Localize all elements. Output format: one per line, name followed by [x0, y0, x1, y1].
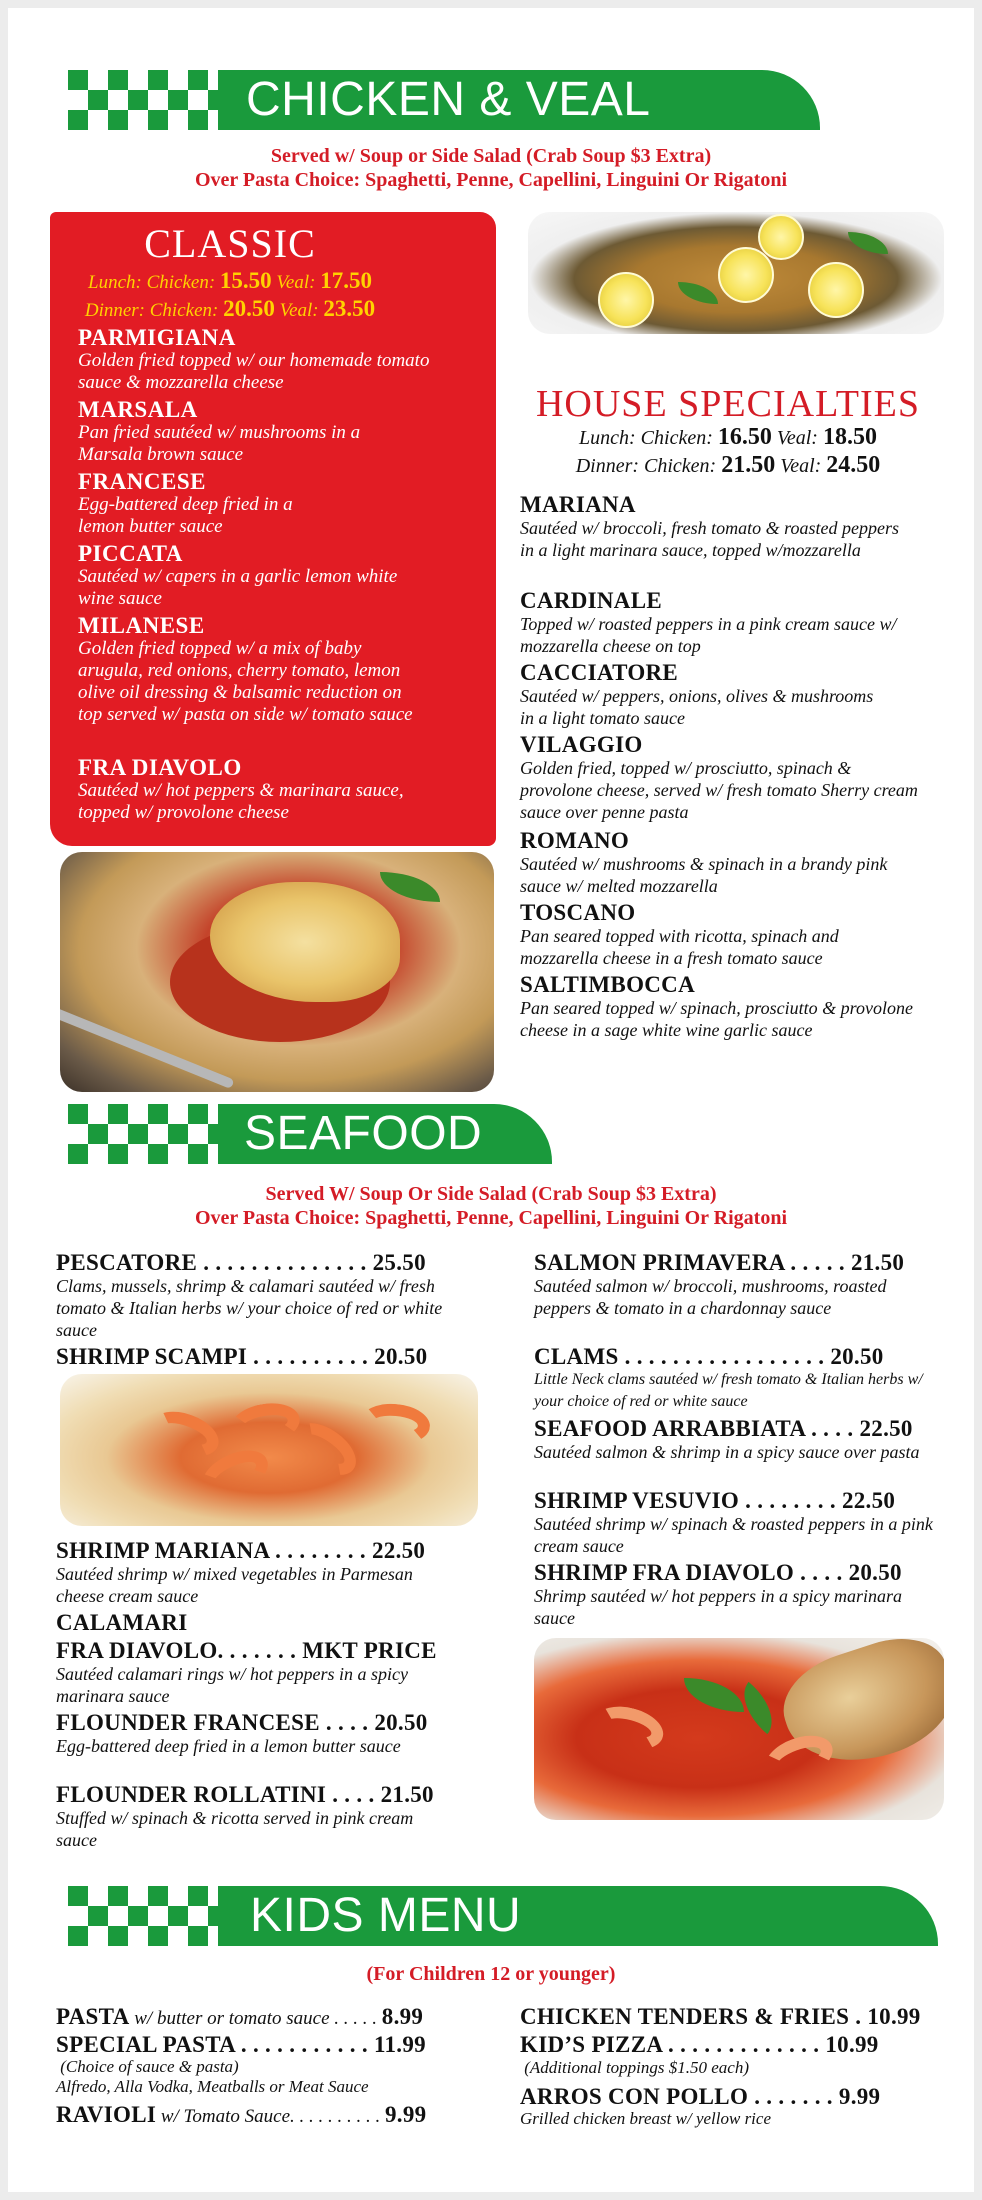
item-name: CACCIATORE — [520, 660, 679, 685]
menu-item — [56, 1250, 476, 1341]
item-name: MILANESE — [78, 613, 205, 638]
menu-item — [520, 2004, 960, 2029]
pasta-choice-note: Over Pasta Choice: Spaghetti, Penne, Capellini, Linguini Or Rigatoni — [194, 1207, 788, 1229]
item-price: 22.50 — [859, 1416, 913, 1441]
menu-item — [534, 1250, 954, 1319]
pasta-choice-note: Over Pasta Choice: Spaghetti, Penne, Capellini, Linguini Or Rigatoni — [194, 169, 788, 191]
item-name: PESCATORE . . . . . . . . . . . . . . 25.50 — [56, 1250, 426, 1275]
shrimp-scampi-photo — [60, 1374, 478, 1526]
item-price: 20.50 — [848, 1560, 902, 1585]
item-description: Sautéed w/ peppers, onions, olives & mushrooms in a light tomato sauce — [520, 686, 874, 728]
item-description: Egg-battered deep fried in a lemon butter sauce — [56, 1736, 401, 1756]
menu-item — [56, 1538, 476, 1607]
item-name: SPECIAL PASTA . . . . . . . . . . . 11.99 — [56, 2032, 426, 2057]
item-name: SHRIMP FRA DIAVOLO . . . . 20.50 — [534, 1560, 902, 1585]
menu-item — [520, 492, 920, 561]
item-name: FLOUNDER ROLLATINI . . . . 21.50 — [56, 1782, 434, 1807]
kids-age-note: (For Children 12 or younger) — [366, 1963, 616, 1985]
classic-box — [50, 212, 496, 846]
item-name: PASTA w/ butter or tomato sauce . . . . . 8.99 — [56, 2004, 424, 2029]
item-description: Sautéed w/ broccoli, fresh tomato & roasted peppers in a light marinara sauce, topped w/mozzarella — [520, 518, 899, 560]
item-description: Sautéed salmon & shrimp in a spicy sauce over pasta — [534, 1442, 920, 1462]
item-name: PICCATA — [78, 541, 183, 566]
item-name: FLOUNDER FRANCESE . . . . 20.50 — [56, 1710, 428, 1735]
serving-note: Served W/ Soup Or Side Salad (Crab Soup $3 Extra) — [265, 1183, 717, 1205]
item-name: CARDINALE — [520, 588, 662, 613]
menu-item — [534, 1416, 954, 1463]
menu-item — [78, 398, 478, 466]
menu-item — [56, 1638, 476, 1707]
menu-item — [520, 2084, 960, 2129]
menu-item — [534, 1344, 954, 1413]
item-description-sauces: Alfredo, Alla Vodka, Meatballs or Meat Sauce — [56, 2077, 369, 2096]
house-lunch-prices: Lunch: Chicken: 16.50 Veal: 18.50 — [579, 424, 877, 450]
item-price: 21.50 — [850, 1250, 905, 1275]
classic-title: CLASSIC — [144, 221, 316, 266]
item-description: Pan fried sautéed w/ mushrooms in a Marsala brown sauce — [78, 422, 361, 465]
menu-item — [56, 1610, 476, 1635]
item-description: Golden fried topped w/ our homemade tomato sauce & mozzarella cheese — [78, 350, 430, 393]
menu-item — [56, 2004, 496, 2031]
menu-item — [534, 1560, 954, 1629]
item-name: SALMON PRIMAVERA . . . . . 21.50 — [534, 1250, 905, 1275]
item-price: 10.99 — [825, 2032, 879, 2057]
item-description: Golden fried, topped w/ prosciutto, spinach & provolone cheese, served w/ fresh tomato Sherry cream sauce over penne pasta — [520, 758, 918, 822]
item-price: 21.50 — [380, 1782, 434, 1807]
item-description: Grilled chicken breast w/ yellow rice — [520, 2109, 771, 2128]
item-name: MARIANA — [520, 492, 636, 517]
item-name: MARSALA — [78, 397, 198, 422]
item-price: 20.50 — [830, 1344, 884, 1369]
classic-dinner-prices: Dinner: Chicken: 20.50 Veal: 23.50 — [84, 296, 376, 321]
item-price: 10.99 — [867, 2004, 921, 2029]
item-name: PARMIGIANA — [78, 325, 236, 350]
menu-item — [520, 828, 920, 897]
item-description: Sautéed w/ mushrooms & spinach in a brandy pink sauce w/ melted mozzarella — [520, 854, 888, 896]
item-price: 8.99 — [381, 2004, 424, 2029]
item-description: Stuffed w/ spinach & ricotta served in pink cream sauce — [56, 1808, 414, 1850]
item-description: Clams, mussels, shrimp & calamari sautéed w/ fresh tomato & Italian herbs w/ your choice of red or white sauce — [56, 1276, 443, 1340]
item-name: CLAMS . . . . . . . . . . . . . . . . . 20.50 — [534, 1344, 884, 1369]
item-description: Pan seared topped with ricotta, spinach and mozzarella cheese in a fresh tomato sauce — [520, 926, 839, 968]
house-dinner-prices: Dinner: Chicken: 21.50 Veal: 24.50 — [575, 452, 881, 478]
item-description: Sautéed w/ capers in a garlic lemon white wine sauce — [78, 566, 398, 609]
item-description: Sautéed salmon w/ broccoli, mushrooms, roasted peppers & tomato in a chardonnay sauce — [534, 1276, 887, 1318]
item-price: 20.50 — [374, 1344, 428, 1369]
menu-item — [520, 660, 920, 729]
chicken-piccata-photo — [528, 212, 944, 334]
menu-item — [520, 2032, 960, 2079]
section-title: KIDS MENU — [250, 1889, 522, 1942]
item-description: Sautéed calamari rings w/ hot peppers in a spicy marinara sauce — [56, 1664, 408, 1706]
menu-item — [56, 2102, 496, 2129]
item-name: KID’S PIZZA . . . . . . . . . . . . . 10.99 — [520, 2032, 879, 2057]
checker-pattern-icon — [68, 70, 218, 130]
item-description: Sautéed w/ hot peppers & marinara sauce, topped w/ provolone cheese — [78, 780, 404, 823]
menu-item — [56, 1344, 476, 1369]
item-description: Shrimp sautéed w/ hot peppers in a spicy marinara sauce — [534, 1586, 902, 1628]
menu-page — [8, 8, 974, 2192]
menu-item — [56, 2032, 496, 2097]
menu-item — [534, 1488, 954, 1557]
item-price: 20.50 — [374, 1710, 428, 1735]
item-description: Sautéed shrimp w/ mixed vegetables in Parmesan cheese cream sauce — [56, 1564, 413, 1606]
item-name: SHRIMP MARIANA . . . . . . . . 22.50 — [56, 1538, 426, 1563]
item-name: VILAGGIO — [520, 732, 643, 757]
item-description: (Choice of sauce & pasta) — [56, 2057, 239, 2076]
item-name: SHRIMP VESUVIO . . . . . . . . 22.50 — [534, 1488, 896, 1513]
seafood-banner — [68, 1104, 552, 1164]
menu-item — [78, 614, 478, 726]
item-description: Golden fried topped w/ a mix of baby arugula, red onions, cherry tomato, lemon olive oil dressing & balsamic reduction on top served w/ pasta on side w/ tomato sauce — [78, 638, 413, 725]
menu-item — [78, 326, 478, 394]
item-price: MKT PRICE — [302, 1638, 437, 1663]
checker-pattern-icon — [68, 1104, 218, 1164]
house-specialties-title: HOUSE SPECIALTIES — [535, 383, 921, 425]
item-description: Sautéed shrimp w/ spinach & roasted peppers in a pink cream sauce — [534, 1514, 933, 1556]
menu-item — [78, 542, 478, 610]
menu-item — [56, 1710, 476, 1757]
checker-pattern-icon — [68, 1886, 218, 1946]
item-price: 25.50 — [372, 1250, 426, 1275]
menu-item — [520, 900, 920, 969]
menu-item — [78, 470, 478, 538]
item-name: ARROS CON POLLO . . . . . . . 9.99 — [520, 2084, 881, 2109]
item-name: SEAFOOD ARRABBIATA . . . . 22.50 — [534, 1416, 913, 1441]
section-title: CHICKEN & VEAL — [246, 73, 651, 126]
chicken-veal-banner — [68, 70, 820, 130]
menu-item — [520, 732, 920, 823]
shrimp-marinara-photo — [534, 1638, 944, 1820]
item-description: Pan seared topped w/ spinach, prosciutto & provolone cheese in a sage white wine garlic sauce — [520, 998, 913, 1040]
menu-item — [520, 588, 920, 657]
item-name: FRANCESE — [78, 469, 206, 494]
menu-item — [78, 756, 478, 824]
kids-menu-banner — [68, 1886, 938, 1946]
item-price: 22.50 — [371, 1538, 426, 1563]
section-title: SEAFOOD — [244, 1107, 483, 1160]
item-description: Little Neck clams sautéed w/ fresh tomato & Italian herbs w/ your choice of red or white sauce — [534, 1371, 923, 1410]
item-name: SALTIMBOCCA — [520, 972, 695, 997]
menu-item — [56, 1782, 476, 1851]
classic-lunch-prices: Lunch: Chicken: 15.50 Veal: 17.50 — [88, 268, 372, 293]
item-name: RAVIOLI w/ Tomato Sauce. . . . . . . . . . 9.99 — [56, 2102, 427, 2127]
item-name: ROMANO — [520, 828, 630, 853]
serving-note: Served w/ Soup or Side Salad (Crab Soup $3 Extra) — [270, 145, 712, 167]
item-name: SHRIMP SCAMPI . . . . . . . . . . 20.50 — [56, 1344, 428, 1369]
item-price: 9.99 — [385, 2102, 427, 2127]
item-name: CALAMARI — [56, 1610, 188, 1635]
item-name: TOSCANO — [520, 900, 636, 925]
item-name: CHICKEN TENDERS & FRIES . 10.99 — [520, 2004, 921, 2029]
chicken-parmigiana-photo — [60, 852, 494, 1092]
menu-item — [520, 972, 920, 1041]
item-price: 22.50 — [841, 1488, 896, 1513]
item-description: Egg-battered deep fried in a lemon butter sauce — [78, 494, 293, 537]
item-name: FRA DIAVOLO — [78, 755, 242, 780]
item-price: 11.99 — [373, 2032, 426, 2057]
item-name: FRA DIAVOLO. . . . . . . MKT PRICE — [56, 1638, 437, 1663]
item-price: 9.99 — [838, 2084, 881, 2109]
item-description: Topped w/ roasted peppers in a pink cream sauce w/ mozzarella cheese on top — [520, 614, 897, 656]
item-description: (Additional toppings $1.50 each) — [520, 2058, 750, 2077]
